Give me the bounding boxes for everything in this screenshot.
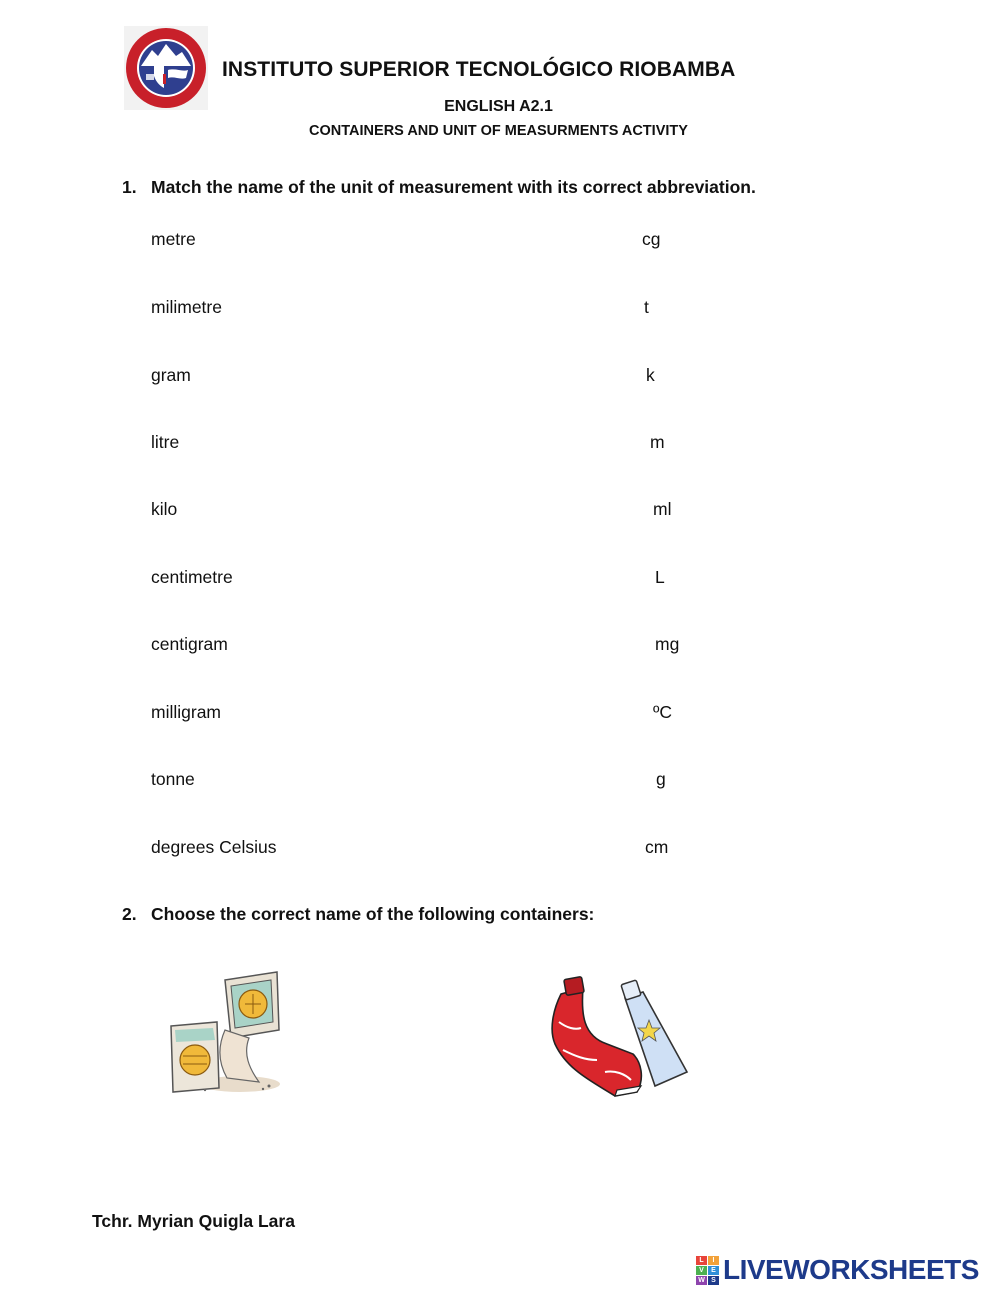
- unit-name-milligram[interactable]: milligram: [151, 702, 221, 722]
- course-title: ENGLISH A2.1: [444, 98, 553, 115]
- question-2-number: 2.: [122, 904, 137, 924]
- brand-block: W: [696, 1276, 707, 1285]
- unit-name-metre[interactable]: metre: [151, 229, 196, 249]
- abbreviation-cg[interactable]: cg: [642, 229, 661, 249]
- unit-name-milimetre[interactable]: milimetre: [151, 297, 222, 317]
- unit-name-tonne[interactable]: tonne: [151, 769, 195, 789]
- teacher-name: Tchr. Myrian Quigla Lara: [92, 1211, 295, 1231]
- tubes-illustration: [545, 974, 695, 1104]
- unit-name-gram[interactable]: gram: [151, 365, 191, 385]
- abbreviation-t[interactable]: t: [644, 297, 649, 317]
- unit-name-centigram[interactable]: centigram: [151, 634, 228, 654]
- abbreviation-m[interactable]: m: [650, 432, 665, 452]
- unit-name-litre[interactable]: litre: [151, 432, 180, 452]
- unit-name-degrees-celsius[interactable]: degrees Celsius: [151, 837, 277, 857]
- abbreviation-l[interactable]: L: [655, 567, 665, 587]
- brand-block: L: [696, 1256, 707, 1265]
- unit-name-centimetre[interactable]: centimetre: [151, 567, 233, 587]
- question-1: [122, 177, 882, 201]
- institution-title: INSTITUTO SUPERIOR TECNOLÓGICO RIOBAMBA: [222, 58, 736, 81]
- brand-block: E: [708, 1266, 719, 1275]
- activity-title: CONTAINERS AND UNIT OF MEASURMENTS ACTIVITY: [309, 123, 688, 139]
- question-1-number: 1.: [122, 177, 137, 197]
- question-1-text: Match the name of the unit of measurement with its correct abbreviation.: [151, 177, 756, 197]
- bags-illustration: [165, 968, 285, 1096]
- brand-block: S: [708, 1276, 719, 1285]
- unit-name-kilo[interactable]: kilo: [151, 499, 178, 519]
- abbreviation-ml[interactable]: ml: [653, 499, 672, 519]
- question-2: [122, 904, 762, 928]
- abbreviation-degrees-c[interactable]: ºC: [653, 702, 673, 722]
- liveworksheets-logo[interactable]: [696, 1255, 979, 1285]
- question-2-text: Choose the correct name of the following containers:: [151, 904, 595, 924]
- liveworksheets-wordmark: LIVEWORKSHEETS: [723, 1254, 979, 1285]
- brand-block: I: [708, 1256, 719, 1265]
- abbreviation-mg[interactable]: mg: [655, 634, 680, 654]
- abbreviation-k[interactable]: k: [646, 365, 655, 385]
- brand-block: V: [696, 1266, 707, 1275]
- abbreviation-g[interactable]: g: [656, 769, 666, 789]
- abbreviation-cm[interactable]: cm: [645, 837, 669, 857]
- liveworksheets-blocks-icon: [696, 1256, 719, 1285]
